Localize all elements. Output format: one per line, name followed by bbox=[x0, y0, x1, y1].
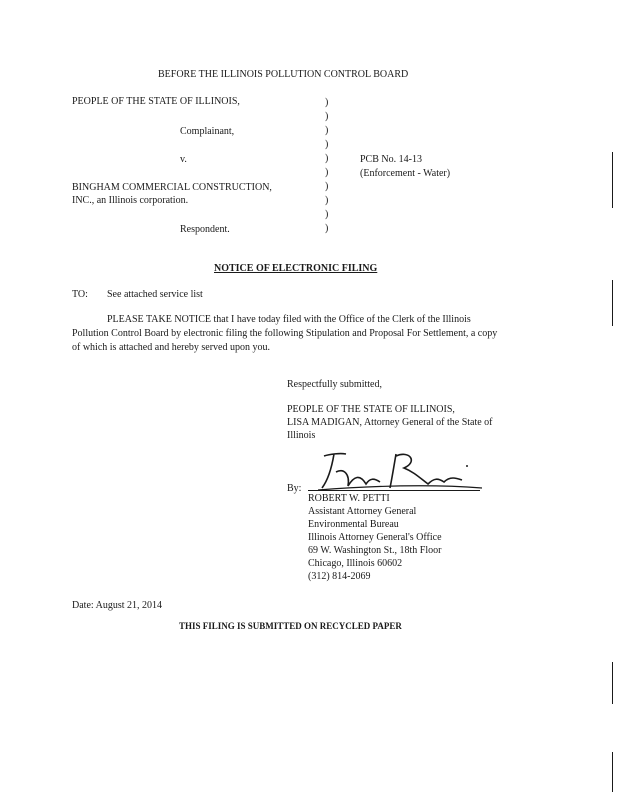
date-line: Date: August 21, 2014 bbox=[72, 600, 162, 611]
recycled-paper-footer: THIS FILING IS SUBMITTED ON RECYCLED PAPER bbox=[179, 621, 402, 631]
notice-title: NOTICE OF ELECTRONIC FILING bbox=[214, 263, 378, 274]
caption-separator: ) bbox=[325, 181, 329, 192]
caption-separator: ) bbox=[325, 125, 329, 136]
scan-mark bbox=[612, 662, 613, 704]
caption-separator: ) bbox=[325, 139, 329, 150]
board-header: BEFORE THE ILLINOIS POLLUTION CONTROL BOARD bbox=[158, 69, 409, 80]
case-type: (Enforcement - Water) bbox=[360, 168, 451, 179]
respondent-name-line1: BINGHAM COMMERCIAL CONSTRUCTION, bbox=[72, 182, 272, 193]
party-line: PEOPLE OF THE STATE OF ILLINOIS, bbox=[287, 404, 455, 415]
to-label: TO: bbox=[72, 289, 88, 300]
respondent-role: Respondent. bbox=[180, 224, 230, 235]
body-line: PLEASE TAKE NOTICE that I have today filed with the Office of the Clerk of the Illinois bbox=[107, 314, 471, 325]
party-line: LISA MADIGAN, Attorney General of the State of bbox=[287, 417, 493, 428]
attorney-line: (312) 814-2069 bbox=[308, 571, 371, 582]
complainant-role: Complainant, bbox=[180, 126, 235, 137]
attorney-line: ROBERT W. PETTI bbox=[308, 493, 390, 504]
scan-mark bbox=[612, 280, 613, 326]
to-value: See attached service list bbox=[107, 289, 203, 300]
party-line: Illinois bbox=[287, 430, 316, 441]
attorney-line: 69 W. Washington St., 18th Floor bbox=[308, 545, 442, 556]
attorney-line: Assistant Attorney General bbox=[308, 506, 417, 517]
caption-separator: ) bbox=[325, 167, 329, 178]
respondent-name-line2: INC., an Illinois corporation. bbox=[72, 195, 189, 206]
versus: v. bbox=[180, 154, 187, 165]
closing: Respectfully submitted, bbox=[287, 379, 382, 390]
body-line: Pollution Control Board by electronic filing the following Stipulation and Proposal For Settlement, a copy bbox=[72, 328, 498, 339]
caption-separator: ) bbox=[325, 153, 329, 164]
body-line: of which is attached and hereby served upon you. bbox=[72, 342, 270, 353]
signature-line bbox=[308, 490, 480, 491]
attorney-line: Illinois Attorney General's Office bbox=[308, 532, 442, 543]
caption-separator: ) bbox=[325, 111, 329, 122]
complainant-name: PEOPLE OF THE STATE OF ILLINOIS, bbox=[72, 96, 240, 107]
caption-separator: ) bbox=[325, 97, 329, 108]
by-label: By: bbox=[287, 483, 302, 494]
caption-separator: ) bbox=[325, 209, 329, 220]
scan-mark bbox=[612, 152, 613, 208]
case-number: PCB No. 14-13 bbox=[360, 154, 422, 165]
caption-separator: ) bbox=[325, 195, 329, 206]
attorney-line: Chicago, Illinois 60602 bbox=[308, 558, 403, 569]
scan-mark bbox=[612, 752, 613, 792]
caption-separator: ) bbox=[325, 223, 329, 234]
attorney-line: Environmental Bureau bbox=[308, 519, 399, 530]
